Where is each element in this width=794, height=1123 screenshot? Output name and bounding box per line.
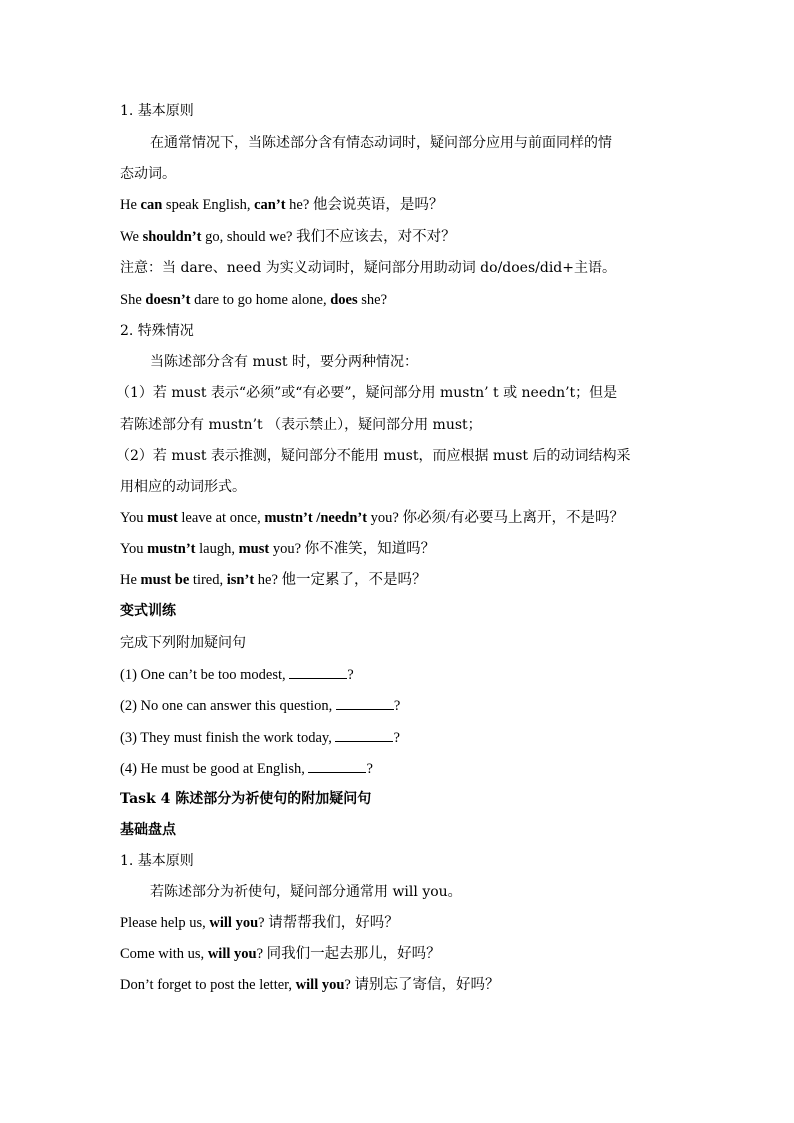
example-sentence: We shouldn’t go, should we? 我们不应该去，对不对？ (120, 229, 456, 245)
answer-blank[interactable] (336, 695, 394, 710)
example-sentence: She doesn’t dare to go home alone, does she? (120, 292, 388, 308)
example-sentence: Come with us, will you? 同我们一起去那儿，好吗？ (120, 946, 441, 962)
paragraph: 在通常情况下，当陈述部分含有情态动词时，疑问部分应用与前面同样的情 (150, 135, 612, 151)
example-sentence: Please help us, will you? 请帮帮我们，好吗？ (120, 915, 399, 931)
example-sentence: You mustn’t laugh, must you? 你不准笑，知道吗？ (120, 541, 436, 557)
exercise-item: (2) No one can answer this question, ? (120, 695, 400, 716)
paragraph: （1）若 must 表示“必须”或“有必要”，疑问部分用 mustn’ t 或 needn’t；但是 (116, 385, 618, 401)
paragraph: 态动词。 (120, 166, 176, 182)
paragraph: 若陈述部分有 mustn’t （表示禁止），疑问部分用 must； (120, 417, 482, 433)
exercise-item: (3) They must finish the work today, ? (120, 727, 400, 748)
example-sentence: You must leave at once, mustn’t /needn’t you? 你必须/有必要马上离开，不是吗？ (120, 510, 625, 526)
paragraph: 若陈述部分为祈使句，疑问部分通常用 will you。 (150, 884, 462, 900)
exercise-item: (4) He must be good at English, ? (120, 758, 373, 779)
example-sentence: He must be tired, isn’t he? 他一定累了，不是吗？ (120, 572, 427, 588)
section-heading-basic-principle: 1. 基本原则 (120, 103, 194, 119)
answer-blank[interactable] (308, 758, 366, 773)
note-text: 注意：当 dare、need 为实义动词时，疑问部分用助动词 do/does/did+主语。 (120, 260, 617, 276)
task-heading: Task 4 陈述部分为祈使句的附加疑问句 (120, 791, 372, 807)
section-heading-basic-principle: 1. 基本原则 (120, 853, 194, 869)
exercise-item: (1) One can’t be too modest, ? (120, 664, 354, 685)
subheading-basics: 基础盘点 (120, 822, 176, 838)
answer-blank[interactable] (289, 664, 347, 679)
paragraph: 用相应的动词形式。 (120, 479, 246, 495)
answer-blank[interactable] (335, 727, 393, 742)
example-sentence: Don’t forget to post the letter, will you? 请别忘了寄信，好吗？ (120, 977, 500, 993)
example-sentence: He can speak English, can’t he? 他会说英语，是吗？ (120, 197, 444, 213)
paragraph: （2）若 must 表示推测，疑问部分不能用 must，而应根据 must 后的动词结构采 (116, 448, 631, 464)
paragraph: 当陈述部分含有 must 时，要分两种情况： (150, 354, 419, 370)
section-heading-special-cases: 2. 特殊情况 (120, 323, 194, 339)
heading-exercise: 变式训练 (120, 603, 176, 619)
exercise-instruction: 完成下列附加疑问句 (120, 635, 246, 651)
